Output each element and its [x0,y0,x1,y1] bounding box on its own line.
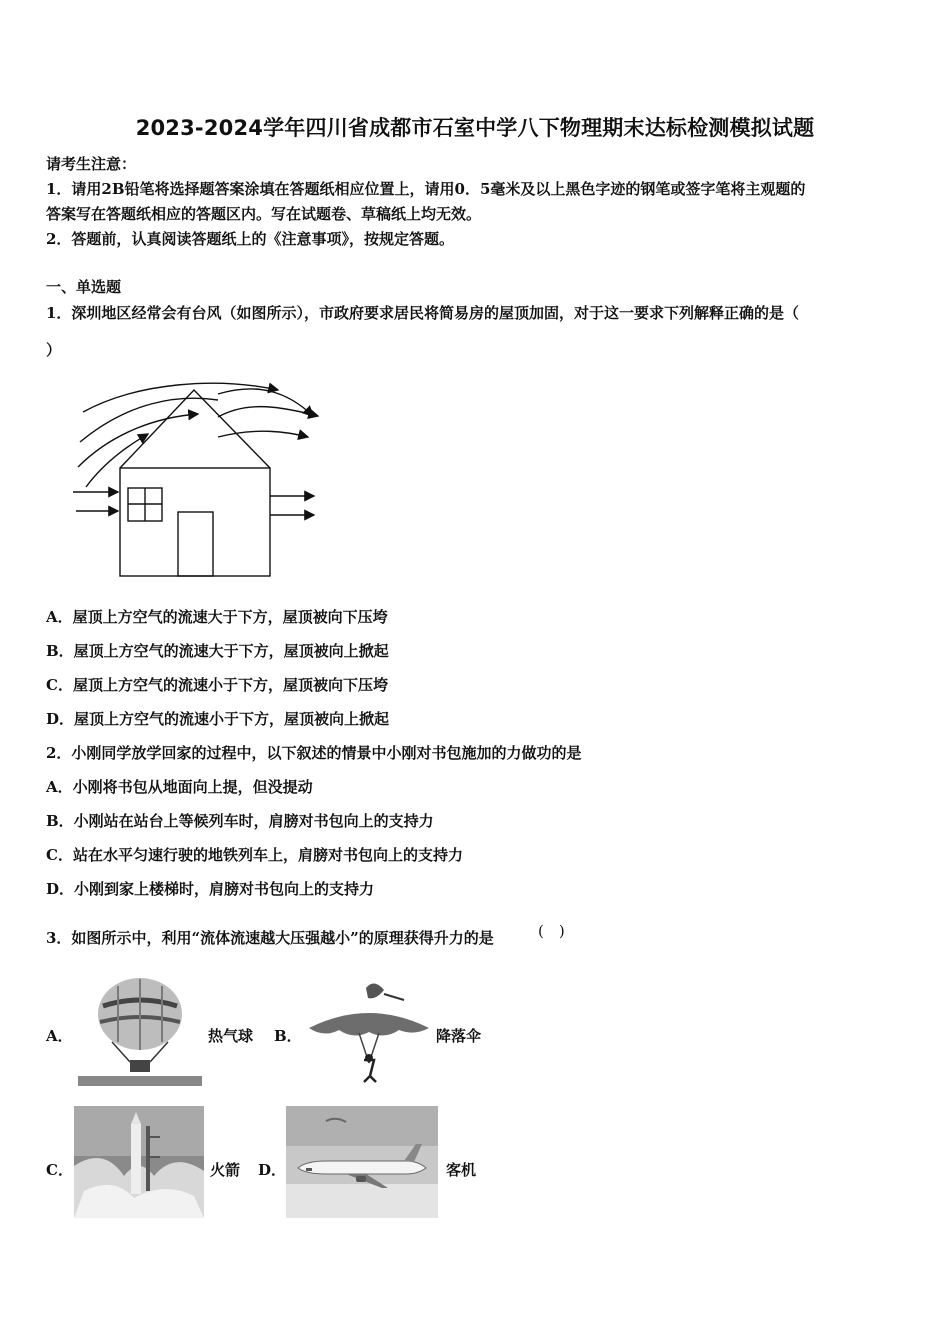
q3-choice-d-letter[interactable]: D． [258,1161,287,1179]
section-heading: 一、单选题 [46,278,122,296]
q3-choice-b-label: 降落伞 [436,1027,482,1045]
q1-option-c[interactable]: C．屋顶上方空气的流速小于下方，屋顶被向下压垮 [46,676,388,694]
rocket-image [74,1106,204,1218]
notice-line-1b: 答案写在答题纸相应的答题区内。写在试题卷、草稿纸上均无效。 [46,205,482,223]
q1-option-b[interactable]: B．屋顶上方空气的流速大于下方，屋顶被向上掀起 [46,642,389,660]
q2-option-c[interactable]: C．站在水平匀速行驶的地铁列车上，肩膀对书包向上的支持力 [46,846,463,864]
parachute-image [304,978,434,1088]
hot-air-balloon-image [78,976,202,1086]
airliner-image [286,1106,438,1218]
q1-stem: 1．深圳地区经常会有台风（如图所示），市政府要求居民将简易房的屋顶加固，对于这一要求下列解释正确的是（ [46,304,799,322]
notice-line-1: 1．请用2B铅笔将选择题答案涂填在答题纸相应位置上，请用0．5毫米及以上黑色字迹的钢笔或签字笔将主观题的 [46,180,806,198]
house-door [178,512,213,576]
q2-option-d[interactable]: D．小刚到家上楼梯时，肩膀对书包向上的支持力 [46,880,375,898]
house-wind-diagram [68,372,328,582]
notice-heading: 请考生注意： [46,155,137,173]
house-walls [120,468,270,576]
q2-stem: 2．小刚同学放学回家的过程中，以下叙述的情景中小刚对书包施加的力做功的是 [46,744,582,762]
q3-choice-c-label: 火箭 [210,1161,241,1179]
q2-option-a[interactable]: A．小刚将书包从地面向上提，但没提动 [46,778,313,796]
q3-stem: 3．如图所示中，利用“流体流速越大压强越小”的原理获得升力的是 [46,929,494,947]
wind-stream-7 [218,431,308,437]
notice-line-2: 2．答题前，认真阅读答题纸上的《注意事项》，按规定答题。 [46,230,454,248]
house-roof [120,390,270,468]
q3-choice-d-label: 客机 [446,1161,477,1179]
q3-bracket: ( ) [538,922,565,940]
q3-choice-b-letter[interactable]: B． [274,1027,302,1045]
q3-choice-a-label: 热气球 [208,1027,254,1045]
wind-stream-5 [86,434,148,487]
q3-choice-a-letter[interactable]: A． [46,1027,73,1045]
q2-option-b[interactable]: B．小刚站在站台上等候列车时，肩膀对书包向上的支持力 [46,812,434,830]
q1-option-d[interactable]: D．屋顶上方空气的流速小于下方，屋顶被向上掀起 [46,710,390,728]
q1-option-a[interactable]: A．屋顶上方空气的流速大于下方，屋顶被向下压垮 [46,608,388,626]
q3-choice-c-letter[interactable]: C． [46,1161,73,1179]
q1-stem-end: ） [46,341,62,359]
wind-stream-3 [80,398,218,442]
page-title: 2023-2024学年四川省成都市石室中学八下物理期末达标检测模拟试题 [135,116,815,140]
